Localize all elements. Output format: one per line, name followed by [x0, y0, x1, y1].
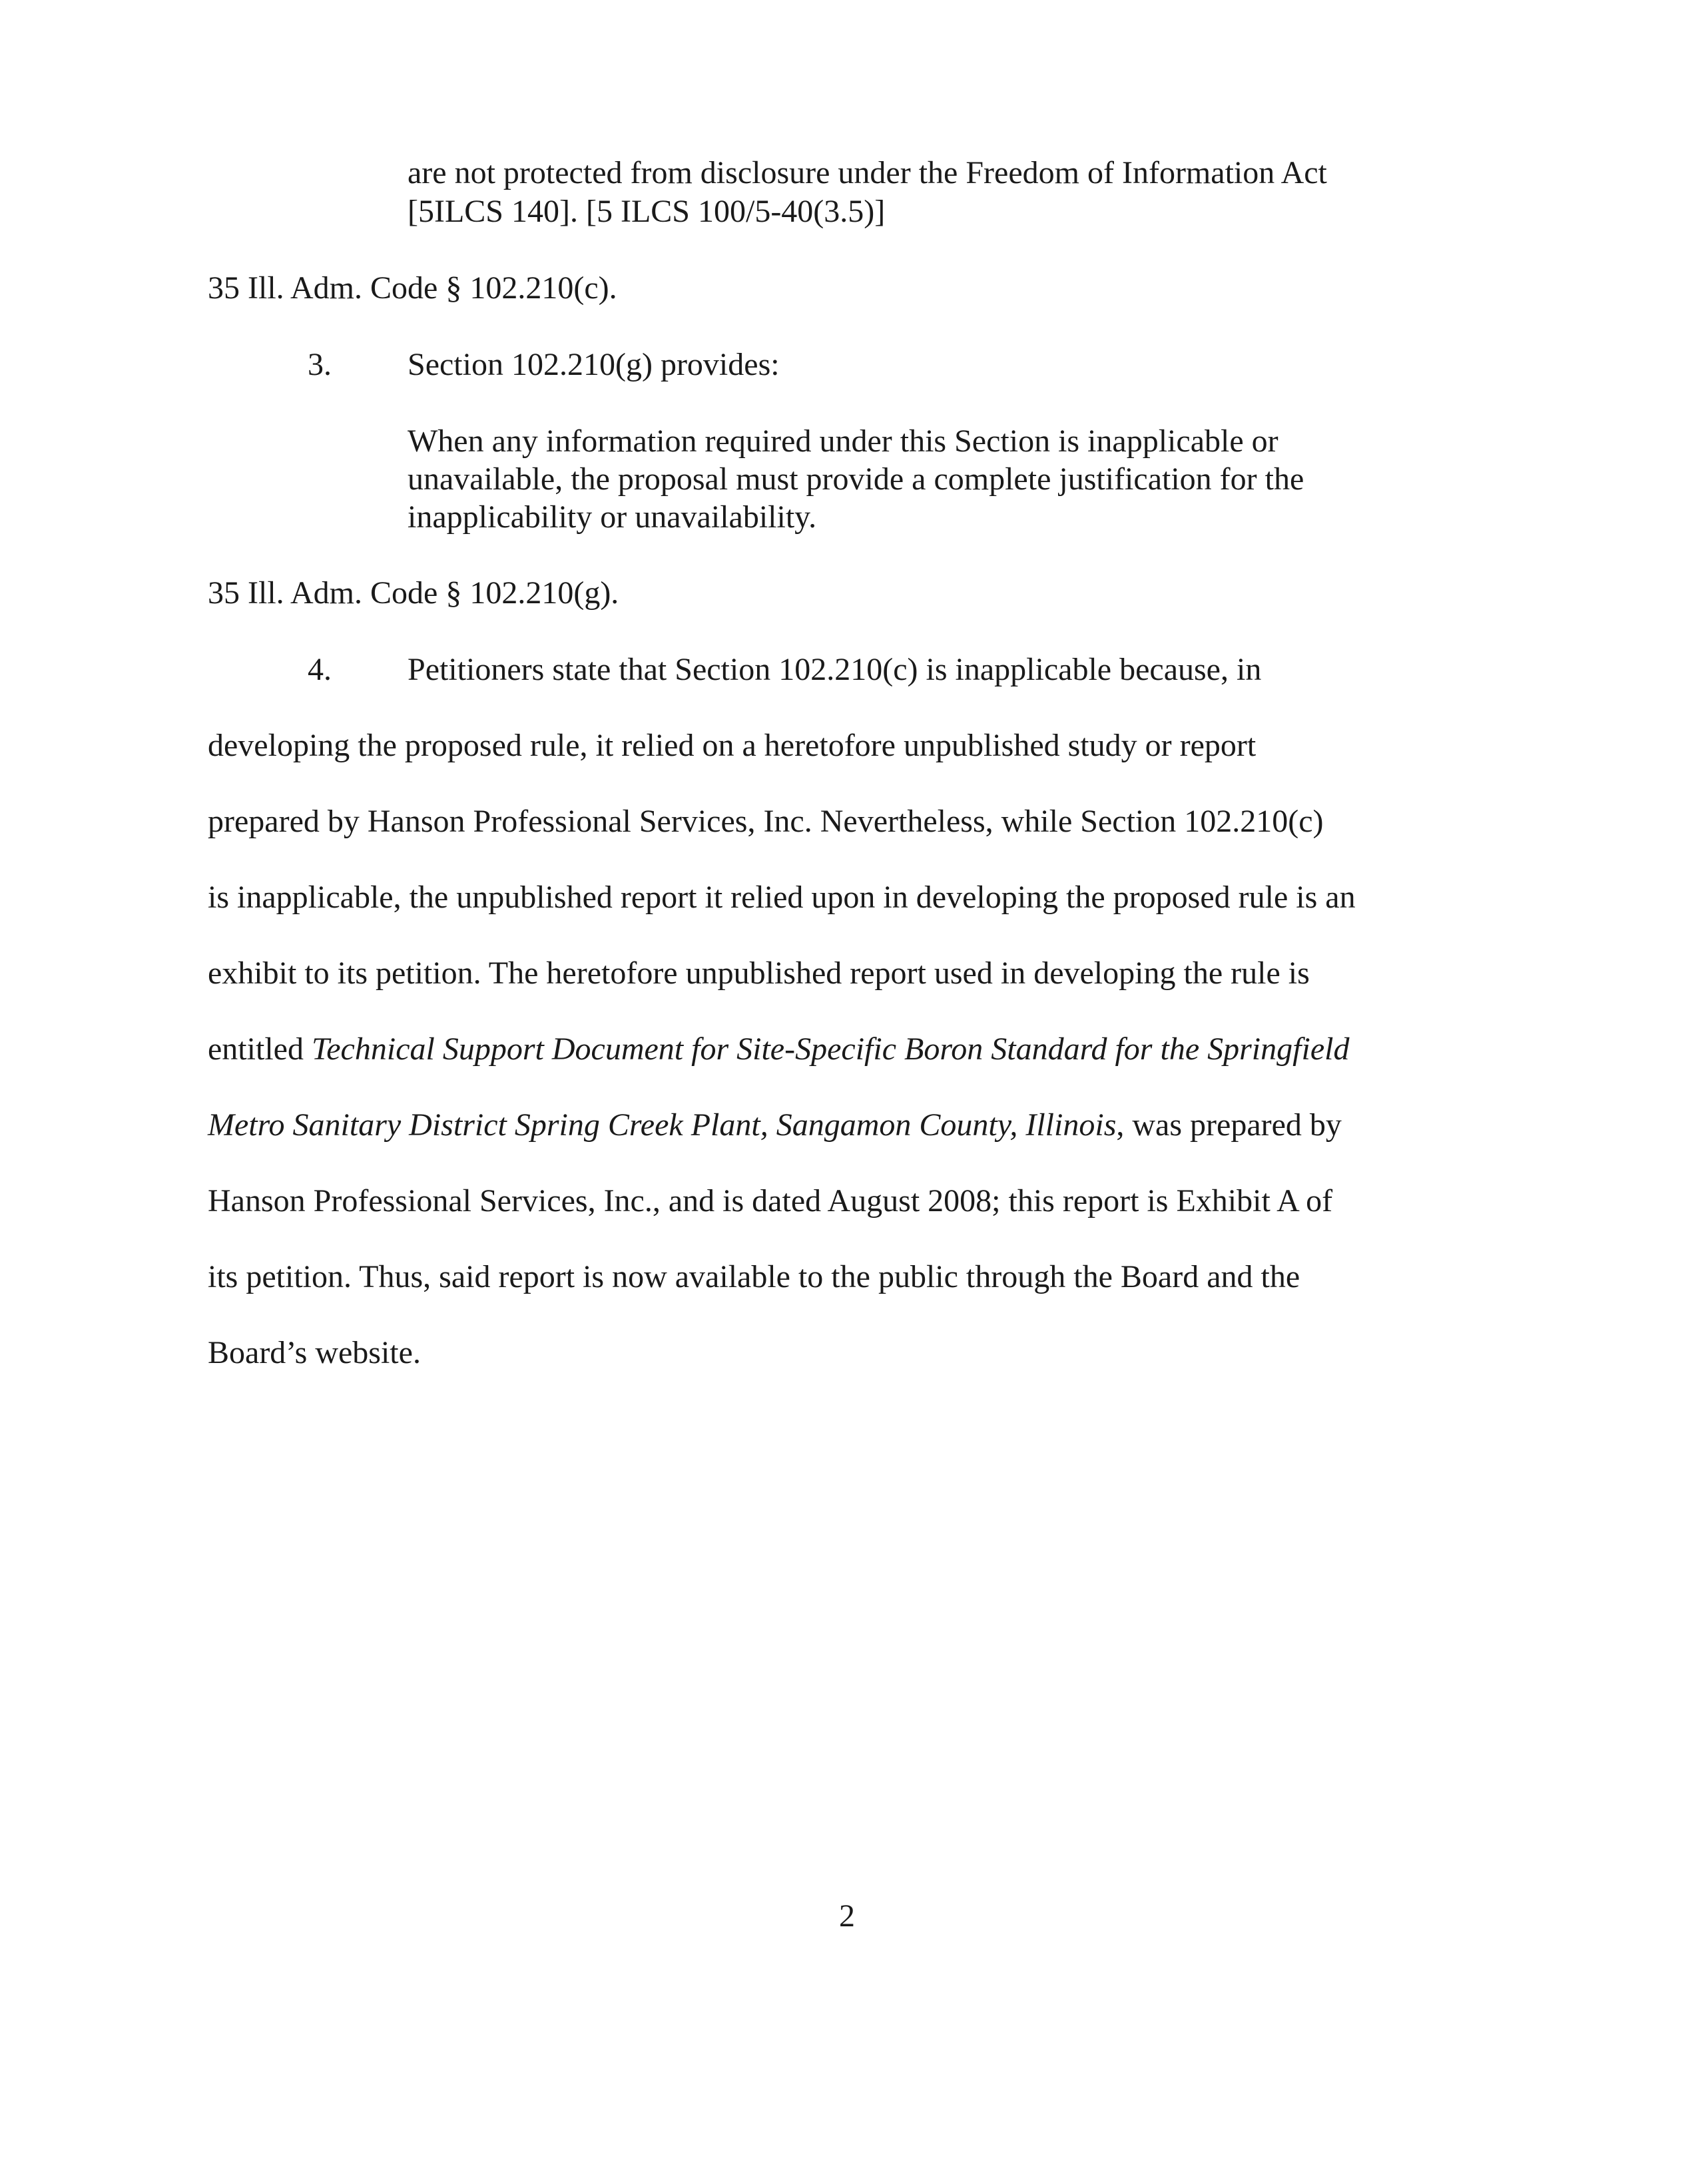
block-quote-line-2: unavailable, the proposal must provide a complete justification for the [408, 461, 1304, 497]
paragraph-4-line-1: Petitioners state that Section 102.210(c) is inapplicable because, in [408, 652, 1262, 687]
paragraph-3-text: Section 102.210(g) provides: [408, 347, 780, 382]
paragraph-4-line-9: its petition. Thus, said report is now available to the public through the Board and the [208, 1259, 1300, 1294]
report-title-part-2: Metro Sanitary District Spring Creek Plant, Sangamon County, Illinois [208, 1107, 1117, 1143]
paragraph-4-line-3: prepared by Hanson Professional Services, Inc. Nevertheless, while Section 102.210(c) [208, 804, 1324, 839]
quote-continuation-line-2: [5ILCS 140]. [5 ILCS 100/5-40(3.5)] [408, 194, 886, 229]
quote-continuation-line-1: are not protected from disclosure under the Freedom of Information Act [408, 155, 1327, 190]
paragraph-4-line-10: Board’s website. [208, 1335, 421, 1370]
report-title-part-1: Technical Support Document for Site-Specific Boron Standard for the Springfield [311, 1031, 1350, 1067]
paragraph-4-line-8: Hanson Professional Services, Inc., and is dated August 2008; this report is Exhibit A of [208, 1183, 1333, 1219]
block-quote-line-1: When any information required under this Section is inapplicable or [408, 423, 1278, 459]
paragraph-4-line-7 [208, 1107, 1342, 1144]
paragraph-4-line-2: developing the proposed rule, it relied on a heretofore unpublished study or report [208, 728, 1257, 763]
citation-102-210-c: 35 Ill. Adm. Code § 102.210(c). [208, 270, 617, 306]
paragraph-4-line-7-tail: , was prepared by [1116, 1107, 1342, 1143]
block-quote-line-3: inapplicability or unavailability. [408, 499, 817, 535]
page-number: 2 [839, 1898, 855, 1934]
paragraph-3-number: 3. [308, 347, 332, 382]
citation-102-210-g: 35 Ill. Adm. Code § 102.210(g). [208, 575, 619, 611]
paragraph-4-line-6 [208, 1031, 1349, 1068]
paragraph-4-line-6-lead: entitled [208, 1031, 312, 1067]
paragraph-4-line-5: exhibit to its petition. The heretofore unpublished report used in developing the rule is [208, 956, 1310, 991]
paragraph-4-line-4: is inapplicable, the unpublished report it relied upon in developing the proposed rule is an [208, 880, 1356, 915]
paragraph-4-number: 4. [308, 652, 332, 687]
